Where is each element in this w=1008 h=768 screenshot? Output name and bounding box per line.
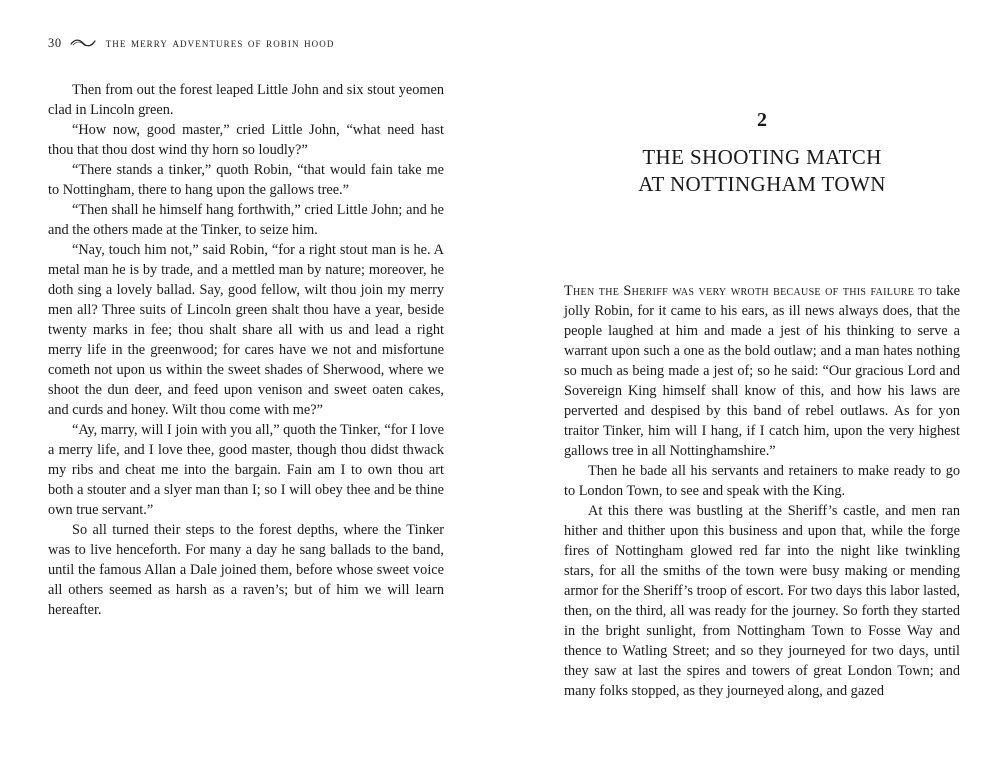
left-page bbox=[48, 0, 444, 768]
opening-paragraph bbox=[564, 281, 960, 461]
chapter-title-line-2: AT NOTTINGHAM TOWN bbox=[638, 172, 886, 196]
paragraph: “Ay, marry, will I join with you all,” quoth the Tinker, “for I love a merry life, and I love thee, good master, though thou didst thwack my ribs and cheat me into the bargain. Fain am I to own thou art both a stouter and a slyer man than I; so I will obey thee and be thine own true servant.” bbox=[48, 422, 444, 518]
chapter-title-line-1: THE SHOOTING MATCH bbox=[642, 145, 882, 169]
book-title: the merry adventures of robin hood bbox=[105, 35, 335, 50]
paragraph: “Nay, touch him not,” said Robin, “for a right stout man is he. A metal man he is by trade, and a mettled man by nature; moreover, he doth sing a lovely ballad. Say, good fellow, wilt thou join my merry men all? Three suits of Lincoln green shalt thou have a year, beside twenty marks in fee; thou shalt share all with us and lead a right merry life in the greenwood; for cares have we not and misfortune cometh not upon us within the sweet shades of Sherwood, where we shoot the dun deer, and feed upon venison and sweet oaten cakes, and curds and honey. Wilt thou come with me?” bbox=[48, 242, 444, 418]
swash-ornament-icon bbox=[70, 38, 96, 48]
paragraph: Then from out the forest leaped Little John and six stout yeomen clad in Lincoln green. bbox=[48, 82, 444, 118]
paragraph: So all turned their steps to the forest depths, where the Tinker was to live henceforth. For many a day he sang ballads to the band, until the famous Allan a Dale joined them, before whose sweet voice all others seemed as harsh as a raven’s; but of him we will learn hereafter. bbox=[48, 522, 444, 618]
paragraph: “Then shall he himself hang forthwith,” cried Little John; and he and the others made at the Tinker, to seize him. bbox=[48, 202, 444, 238]
lead-in-small-caps: Then the Sheriff was very wroth because of this failure to bbox=[564, 283, 933, 299]
paragraph: “There stands a tinker,” quoth Robin, “that would fain take me to Nottingham, there to hang upon the gallows tree.” bbox=[48, 162, 444, 198]
paragraph: Then he bade all his servants and retainers to make ready to go to London Town, to see and speak with the King. bbox=[564, 463, 960, 499]
chapter-number: 2 bbox=[757, 109, 767, 131]
left-body-text bbox=[48, 80, 444, 620]
right-body-text bbox=[564, 281, 960, 701]
page-number: 30 bbox=[48, 35, 62, 50]
chapter-title bbox=[564, 144, 960, 198]
opening-paragraph-rest: take jolly Robin, for it came to his ears, as ill news always does, that the people laughed at him and made a jest of his thinking to serve a warrant upon such a one as the bold outlaw; and a man hates nothing so much as being made a jest of; so he said: “Our gracious Lord and Sovereign King himself shall know of this, and how his laws are perverted and despised by this band of rebel outlaws. As for yon traitor Tinker, him will I hang, if I catch him, upon the very highest gallows tree in all Nottinghamshire.” bbox=[564, 283, 960, 459]
paragraph: “How now, good master,” cried Little John, “what need hast thou that thou dost wind thy horn so loudly?” bbox=[48, 122, 444, 158]
right-page bbox=[564, 0, 960, 768]
paragraph: At this there was bustling at the Sheriff’s castle, and men ran hither and thither upon this business and upon that, while the forge fires of Nottingham glowed red far into the night like twinkling stars, for all the smiths of the town were busy making or mending armor for the Sheriff’s troop of escort. For two days this labor lasted, then, on the third, all was ready for the journey. So forth they started in the bright sunlight, from Nottingham Town to Fosse Way and thence to Watling Street; and so they journeyed for two days, until they saw at last the spires and towers of great London Town; and many folks stopped, as they journeyed along, and gazed bbox=[564, 503, 960, 699]
running-head bbox=[48, 34, 335, 52]
